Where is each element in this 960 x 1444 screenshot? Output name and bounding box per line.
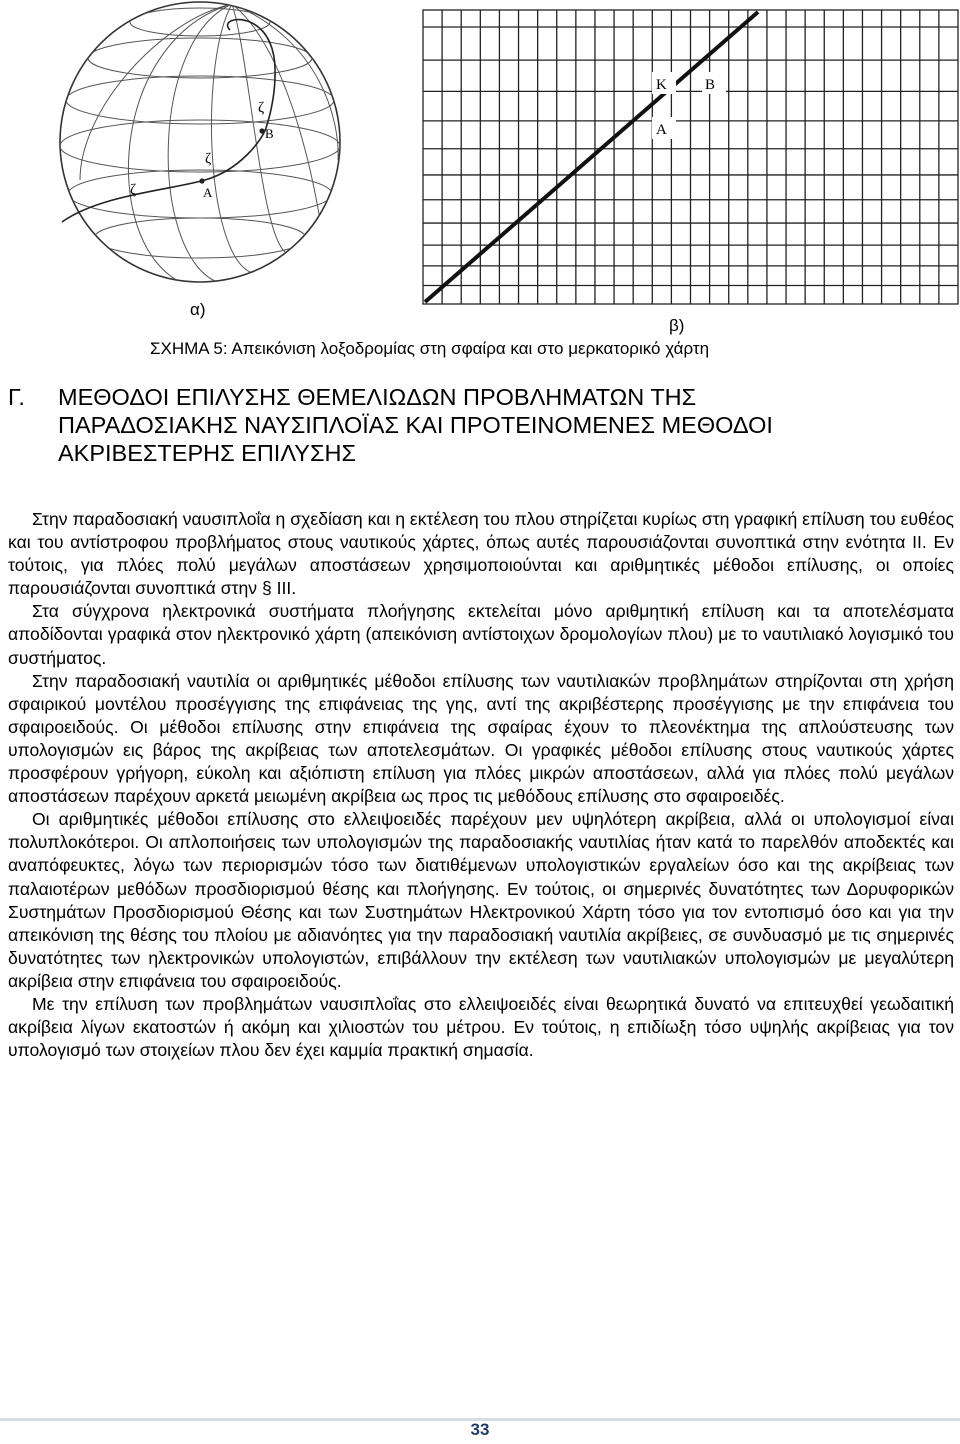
section-title-line3: ΑΚΡΙΒΕΣΤΕΡΗΣ ΕΠΙΛΥΣΗΣ	[58, 440, 356, 466]
paragraph: Οι αριθμητικές μέθοδοι επίλυσης στο ελλειψοειδές παρέχουν μεν υψηλότερη ακρίβεια, αλλά οι υπολογισμοί είναι πολυπλοκότεροι. Οι απλοποιήσεις των υπολογισμών της παραδοσιακής ναυτιλίας ήταν κατά το παρελθόν αποδεκτές και αναπόφευκτες, λόγω των περιορισμών τόσο των διατιθέμενων υπολογιστικών εργαλείων όσο και της ακρίβειας των παλαιοτέρων μεθόδων προσδιορισμού θέσης και πλοήγησης. Εν τούτοις, οι σημερινές δυνατότητες των Δορυφορικών Συστημάτων Προσδιορισμού Θέσης και των Συστημάτων Ηλεκτρονικού Χάρτη τόσο για τον εντοπισμό όσο και για την απεικόνιση της θέσης του πλοίου με αδιανόητες για την παραδοσιακή ναυτιλία ακρίβειες, σε συνδυασμό με τις σημερινές δυνατότητες των ηλεκτρονικών υπολογιστών, επιβάλλουν την εκτέλεση των ναυτιλιακών υπολογισμών με μεγαλύτερη ακρίβεια στην επιφάνεια του σφαιροειδούς.	[8, 809, 954, 991]
section-title-line2: ΠΑΡΑΔΟΣΙΑΚΗΣ ΝΑΥΣΙΠΛΟΪΑΣ ΚΑΙ ΠΡΟΤΕΙΝΟΜΕΝΕΣ ΜΕΘΟΔΟΙ	[58, 412, 773, 438]
panel-b-label: β)	[669, 316, 685, 335]
meridian	[232, 4, 320, 220]
panel-a-label: α)	[190, 300, 206, 319]
meridian	[128, 4, 232, 282]
parallel	[66, 76, 334, 124]
parallel	[94, 218, 306, 258]
section-letter: Γ.	[8, 384, 25, 410]
parallel	[68, 170, 332, 218]
mercator-grid	[423, 10, 958, 304]
sphere-label-point-a: A	[203, 185, 213, 200]
figure-5	[0, 0, 960, 372]
point-a-marker	[199, 178, 204, 183]
sphere-label-zeta: ζ	[205, 151, 212, 167]
parallel	[60, 120, 340, 172]
paragraph: Στην παραδοσιακή ναυσιπλοΐα η σχεδίαση και η εκτέλεση του πλου στηρίζεται κυρίως στη γραφική επίλυση του ευθέος και του αντίστροφου προβλήματος στους ναυτικούς χάρτες, όπως αυτές παρουσιάζονται συνοπτικά στην ενότητα ΙΙ. Εν τούτοις, για πλόες πολύ μεγάλων αποστάσεων χρησιμοποιούνται και αριθμητικές μέθοδοι επίλυσης, οι οποίες παρουσιάζονται συνοπτικά στην § ΙΙΙ.	[8, 509, 954, 599]
section-title-line1: ΜΕΘΟΔΟΙ ΕΠΙΛΥΣΗΣ ΘΕΜΕΛΙΩΔΩΝ ΠΡΟΒΛΗΜΑΤΩΝ ΤΗΣ	[58, 384, 697, 410]
loxodrome-line	[425, 12, 758, 302]
figure-caption: ΣΧΗΜΑ 5: Απεικόνιση λοξοδρομίας στη σφαίρα και στο μερκατορικό χάρτη	[150, 339, 710, 358]
grid-label-a: A	[656, 122, 667, 138]
paragraph: Στην παραδοσιακή ναυτιλία οι αριθμητικές μέθοδοι επίλυσης των ναυτιλιακών προβλημάτων στηρίζονται στη χρήση σφαιρικού μοντέλου προσέγγισης της επιφάνειας της γης, αντί της ακριβέστερης προσέγγισης με την επιφάνεια του σφαιροειδούς. Οι μέθοδοι επίλυσης στην επιφάνεια της σφαίρας έχουν το πλεονέκτημα της απλούστευσης των υπολογισμών εις βάρος της ακρίβειας των αποτελεσμάτων. Οι γραφικές μέθοδοι επίλυσης στους ναυτικούς χάρτες προσφέρουν γρήγορη, εύκολη και αξιόπιστη επίλυση για πλόες μικρών αποστάσεων, αλλά για πλόες πολύ μεγάλων αποστάσεων παρέχουν αρκετά μειωμένη ακρίβεια ως προς τις μεθόδους επίλυσης στο σφαιροειδές.	[8, 670, 954, 807]
grid-label-b: B	[705, 77, 716, 93]
point-b-marker	[259, 128, 264, 133]
paragraph: Με την επίλυση των προβλημάτων ναυσιπλοΐας στο ελλειψοειδές είναι θεωρητικά δυνατό να επιτευχθεί γεωδαιτική ακρίβεια λίγων εκατοστών ή ακόμη και χιλιοστών του μέτρου. Εν τούτοις, η επιδίωξη τόσο υψηλής ακρίβειας για τον υπολογισμό των στοιχείων πλου δεν έχει καμμία πρακτική σημασία.	[8, 993, 954, 1061]
meridian	[232, 4, 338, 160]
page-number: 33	[470, 1420, 490, 1439]
sphere-label-point-b: B	[265, 126, 274, 141]
paragraph: Στα σύγχρονα ηλεκτρονικά συστήματα πλοήγησης εκτελείται μόνο αριθμητική επίλυση και τα αποτελέσματα αποδίδονται γραφικά στον ηλεκτρονικό χάρτη (απεικόνιση αντίστοιχων δρομολογίων πλου) με το ναυτιλιακό λογισμικό του συστήματος.	[8, 601, 954, 668]
section-heading	[8, 383, 908, 467]
sphere-label-zeta: ζ	[130, 182, 137, 198]
body-text	[8, 508, 954, 1062]
meridian	[168, 4, 232, 281]
sphere-outline	[60, 2, 340, 282]
sphere-figure	[0, 0, 960, 372]
sphere-label-zeta: ζ	[258, 100, 265, 116]
grid-label-k: K	[656, 77, 667, 93]
meridian	[211, 4, 250, 272]
